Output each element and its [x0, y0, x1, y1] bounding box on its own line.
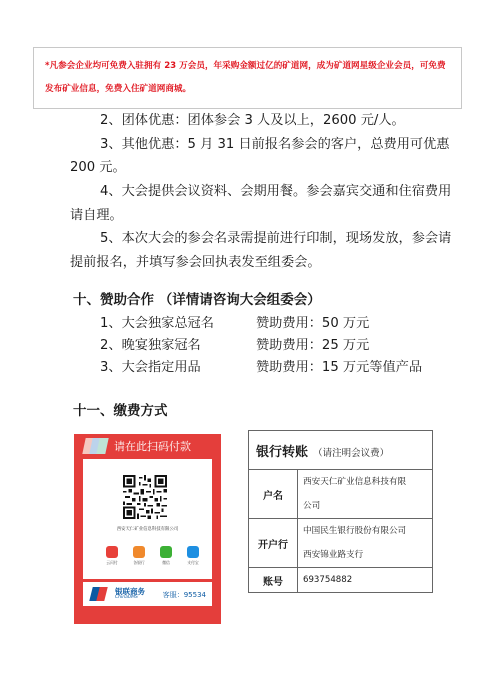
member-notice-box: [33, 47, 462, 109]
bank-transfer-table: [248, 430, 433, 593]
account-name-line: 西安天仁矿业信息科技有限: [303, 477, 407, 487]
bank-branch-label: 开户行: [249, 519, 298, 568]
brand-subtitle: ChinaUMS: [115, 595, 138, 600]
sponsor-item-amount: 赞助费用：50 万元: [256, 316, 370, 331]
payment-apps-row: [103, 546, 203, 572]
bank-branch-line: 中国民生银行股份有限公司: [303, 526, 407, 536]
account-name-value: [298, 470, 433, 519]
account-name-label: 户名: [249, 470, 298, 519]
bank-transfer-note: （请注明会议费）: [313, 447, 390, 459]
payment-qr-code-icon[interactable]: [123, 475, 167, 519]
account-name-line: 公司: [303, 501, 321, 511]
bank-transfer-title-cell: [249, 431, 433, 470]
sponsorship-heading: 十、赞助合作 （详情请咨询大会组委会）: [73, 292, 321, 308]
sponsor-item-amount: 赞助费用：15 万元等值产品: [256, 360, 423, 375]
account-number-line[interactable]: 693754882: [303, 575, 353, 585]
bank-app-icon: [133, 546, 145, 558]
account-number-label: 账号: [249, 568, 298, 593]
service-hotline: 客服：95534: [162, 591, 206, 599]
early-discount-text: 3、其他优惠：5 月 31 日前报名参会的客户，总费用可优惠: [100, 137, 450, 152]
bank-branch-line: 西安锦业路支行: [303, 550, 364, 560]
bank-branch-value: [298, 519, 433, 568]
brand-name: 银联商务: [115, 587, 145, 596]
payment-qr-card[interactable]: [74, 434, 221, 624]
sponsor-item-name: 1、大会独家总冠名: [100, 316, 214, 331]
sponsor-item: [100, 336, 370, 356]
group-discount-text: 2、团体优惠：团体参会 3 人及以上，2600 元/人。: [100, 113, 405, 128]
directory-text: 5、本次大会的参会名录需提前进行印制，现场发放，参会请: [100, 231, 452, 246]
qr-card-footer: [83, 582, 212, 606]
directory-text-cont: 提前报名，并填写参会回执表发至组委会。: [70, 255, 321, 270]
qr-merchant-name: 西安天仁矿业信息科技有限公司: [116, 527, 179, 532]
notice-line-2: 发布矿业信息，免费入住矿道网商城。: [45, 84, 192, 94]
sponsor-item-name: 2、晚宴独家冠名: [100, 338, 201, 353]
qr-card-title: 请在此扫码付款: [114, 440, 191, 453]
notice-line-1: *凡参会企业均可免费入驻拥有 23 万会员，年采购金额过亿的矿道网，成为矿道网星级企业会员，可免费: [45, 61, 446, 71]
early-discount-text-cont: 200 元。: [70, 160, 126, 175]
sponsor-item-amount: 赞助费用：25 万元: [256, 338, 370, 353]
chinaums-logo-icon: [91, 587, 111, 601]
app-cloud-pay: 云闪付: [103, 546, 121, 566]
sponsor-item-name: 3、大会指定用品: [100, 360, 201, 375]
alipay-icon: [187, 546, 199, 558]
app-bank: 各银行: [130, 546, 148, 566]
payment-heading: 十一、缴费方式: [73, 403, 168, 419]
meals-text-cont: 请自理。: [70, 208, 123, 223]
meals-text: 4、大会提供会议资料、会期用餐。参会嘉宾交通和住宿费用: [100, 184, 452, 199]
sponsor-item: [100, 358, 423, 378]
qr-card-body: [83, 459, 212, 579]
qr-card-header: [74, 434, 221, 457]
cloud-pay-icon: [106, 546, 118, 558]
wechat-icon: [160, 546, 172, 558]
sponsor-item: [100, 314, 370, 334]
app-wechat: 微信: [157, 546, 175, 566]
bank-transfer-title: 银行转账: [256, 444, 309, 460]
unionpay-logo-icon: [84, 438, 108, 454]
app-alipay: 支付宝: [184, 546, 202, 566]
account-number-value[interactable]: [298, 568, 433, 593]
